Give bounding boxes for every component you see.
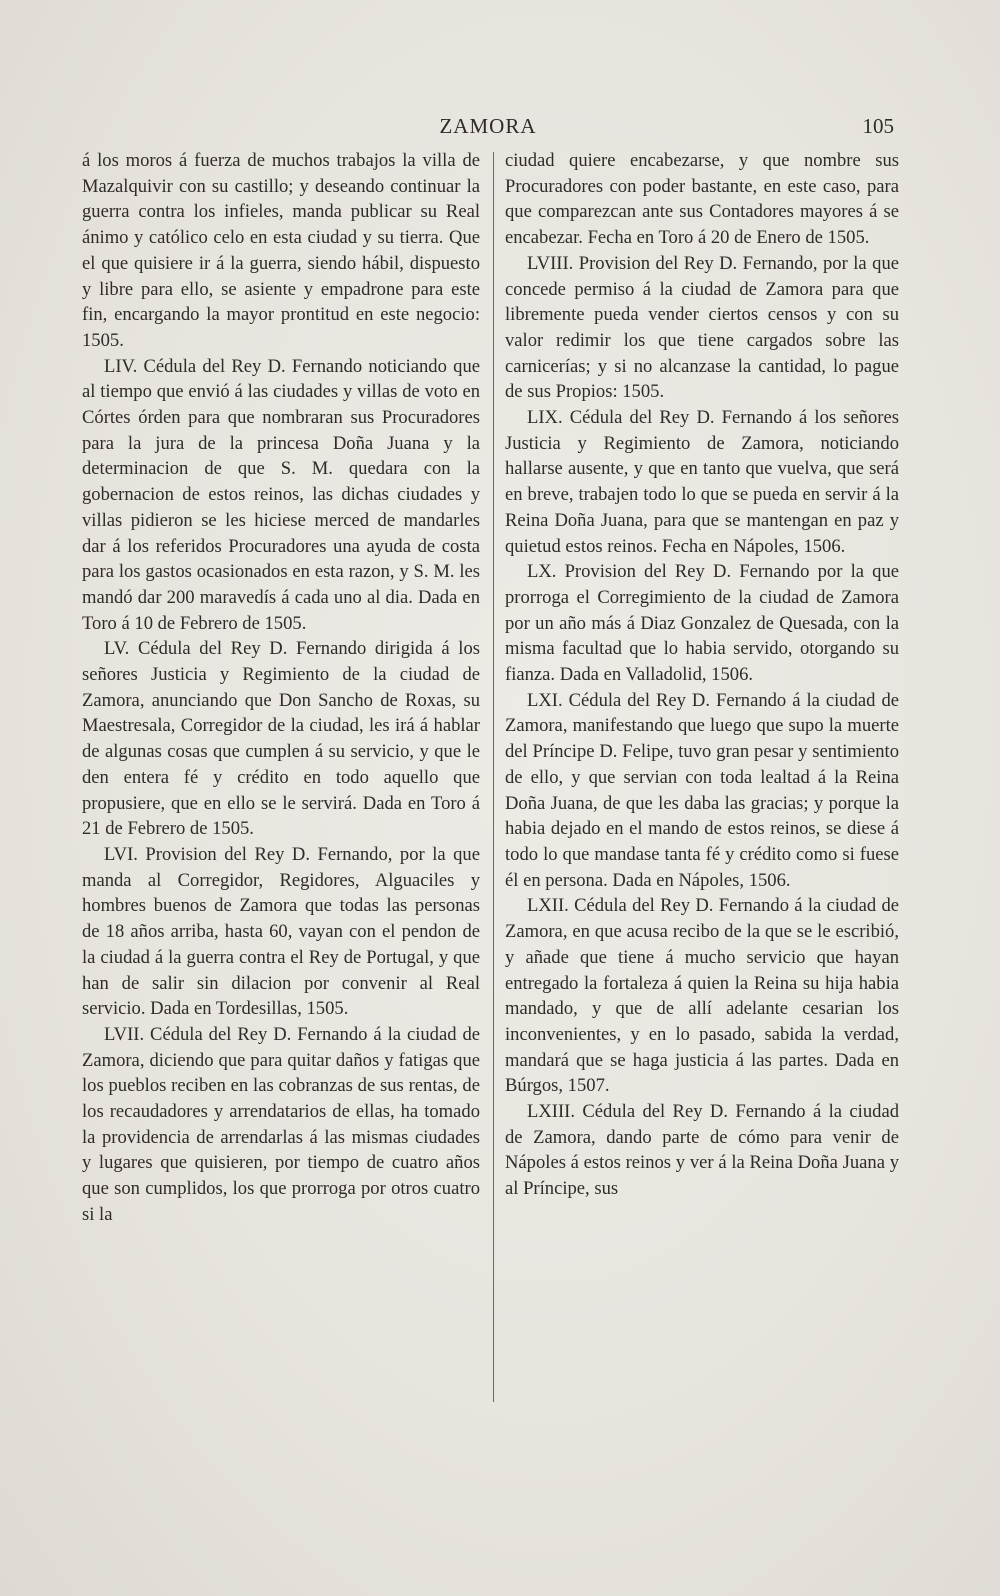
running-head	[82, 114, 894, 144]
paragraph: LVIII. Provision del Rey D. Fernando, por la que concede permiso á la ciudad de Zamora para que libremente pueda vender ciertos censos y con su valor redimir los que tiene cargados sobre las carnicerías; y si no alcanzase la cantidad, lo pague de sus Propios: 1505.	[505, 252, 899, 403]
paragraph: LIX. Cédula del Rey D. Fernando á los señores Justicia y Regimiento de Zamora, noticiando hallarse ausente, y que en tanto que vuelva, que será en breve, trabajen todo lo que se pueda en servir á la Reina Doña Juana, para que se mantengan en paz y quietud estos reinos. Fecha en Nápoles, 1506.	[505, 407, 899, 557]
paragraph: LXIII. Cédula del Rey D. Fernando á la ciudad de Zamora, dando parte de cómo para venir de Nápoles á estos reinos y ver á la Reina Doña Juana y al Príncipe, sus	[505, 1101, 899, 1200]
left-column	[82, 148, 480, 1228]
running-title: ZAMORA	[439, 114, 537, 138]
paragraph: LX. Provision del Rey D. Fernando por la que prorroga el Corregimiento de la ciudad de Zamora por un año más á Diaz Gonzalez de Quesada, con la misma facultad que lo habia servido, otorgando su fianza. Dada en Valladolid, 1506.	[505, 561, 899, 686]
column-divider	[493, 152, 494, 1402]
paragraph: LIV. Cédula del Rey D. Fernando noticiando que al tiempo que envió á las ciudades y villas de voto en Córtes órden para que nombraran sus Procuradores para la jura de la princesa Doña Juana y la determinacion de que S. M. quedara con la gobernacion de estos reinos, las dichas ciudades y villas pidieron se les hiciese merced de mandarles dar á los referidos Procuradores una ayuda de costa para los gastos ocasionados en esta razon, y S. M. les mandó dar 200 maravedís á cada uno al dia. Dada en Toro á 10 de Febrero de 1505.	[82, 355, 480, 634]
right-column	[505, 148, 899, 1202]
paragraph: ciudad quiere encabezarse, y que nombre sus Procuradores con poder bastante, en este caso, para que comparezcan ante sus Contadores mayores á se encabezar. Fecha en Toro á 20 de Enero de 1505.	[505, 150, 899, 249]
paragraph: LXI. Cédula del Rey D. Fernando á la ciudad de Zamora, manifestando que luego que supo la muerte del Príncipe D. Felipe, tuvo gran pesar y sentimiento de ello, y que servian con toda lealtad á la Reina Doña Juana, de que les daba las gracias; y porque la habia dejado en el mando de estos reinos, se diese á todo lo que mandase tanta fé y crédito como si fuese él en persona. Dada en Nápoles, 1506.	[505, 689, 899, 891]
paragraph: LVI. Provision del Rey D. Fernando, por la que manda al Corregidor, Regidores, Alguaciles y hombres buenos de Zamora que todas las personas de 18 años arriba, hasta 60, vayan con el pendon de la ciudad á la guerra contra el Rey de Portugal, y que han de salir sin dilacion por convenir al Real servicio. Dada en Tordesillas, 1505.	[82, 843, 480, 1020]
paragraph: LV. Cédula del Rey D. Fernando dirigida á los señores Justicia y Regimiento de la ciudad de Zamora, anunciando que Don Sancho de Roxas, su Maestresala, Corregidor de la ciudad, les irá á hablar de algunas cosas que cumplen á su servicio, y que le den entera fé y crédito en todo aquello que propusiere, que en ello se le servirá. Dada en Toro á 21 de Febrero de 1505.	[82, 638, 480, 840]
paragraph: á los moros á fuerza de muchos trabajos la villa de Mazalquivir con su castillo; y deseando continuar la guerra contra los infieles, manda publicar su Real ánimo y católico celo en esta ciudad y su tierra. Que el que quisiere ir á la guerra, siendo hábil, dispuesto y libre para ello, se asiente y empadrone para este fin, encargando la mayor prontitud en este negocio: 1505.	[82, 150, 480, 351]
page-number: 105	[862, 114, 894, 138]
paragraph: LXII. Cédula del Rey D. Fernando á la ciudad de Zamora, en que acusa recibo de la que se le escribió, y añade que tiene á mucho servicio que hayan entregado la fortaleza á quien la Reina su hija habia mandado, y que de allí adelante cesarian los inconvenientes, y en lo pasado, sabida la verdad, mandará que se haga justicia á las partes. Dada en Búrgos, 1507.	[505, 895, 899, 1097]
paragraph: LVII. Cédula del Rey D. Fernando á la ciudad de Zamora, diciendo que para quitar daños y fatigas que los pueblos reciben en las cobranzas de sus rentas, de los recaudadores y arrendatarios de ellas, ha tomado la providencia de arrendarlas á las mismas ciudades y lugares que quisieren, por tiempo de cuatro años que son cumplidos, los que prorroga por otros cuatro si la	[82, 1023, 480, 1225]
